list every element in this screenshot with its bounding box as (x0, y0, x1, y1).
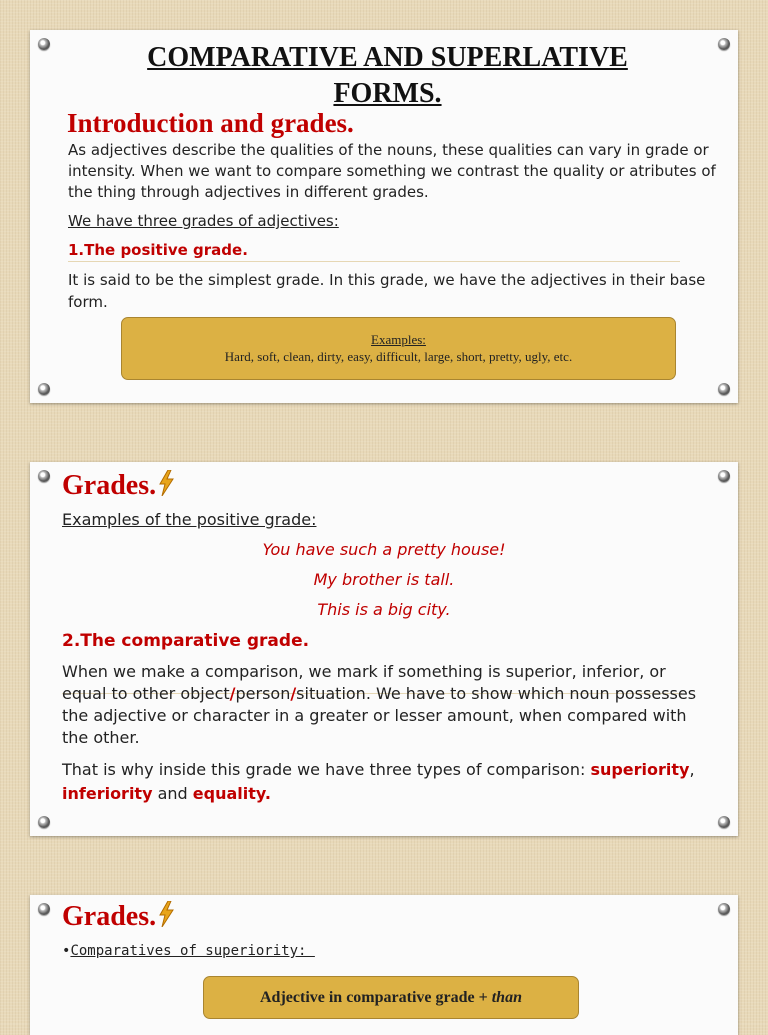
bullet-text: Comparatives of superiority: (70, 943, 315, 959)
pin-icon (38, 903, 50, 915)
lightning-bolt-icon (158, 901, 174, 927)
equality-term: equality. (192, 784, 271, 803)
pin-icon (718, 38, 730, 50)
slide-comparatives-superiority (30, 895, 738, 1035)
pin-icon (718, 383, 730, 395)
slash: / (290, 684, 297, 703)
section-heading (62, 468, 174, 504)
pin-icon (38, 38, 50, 50)
three-grades-label: We have three grades of adjectives: (68, 212, 339, 230)
positive-examples-heading: Examples of the positive grade: (62, 510, 317, 529)
examples-label: Examples: (371, 332, 426, 347)
pin-icon (38, 383, 50, 395)
lightning-bolt-icon (158, 470, 174, 496)
comparison-text: person (235, 684, 291, 703)
bullet-item (62, 941, 315, 961)
section-heading (62, 899, 174, 935)
divider (68, 261, 680, 262)
heading-text: Grades. (62, 901, 157, 932)
intro-paragraph: As adjectives describe the qualities of the nouns, these qualities can vary in grade or intensity. When we want to compare something we contrast the quality or atributes of the thing through adjectives in different grades. (68, 141, 716, 201)
slide-grades-positive-comparative (30, 462, 738, 836)
comparative-grade-heading: 2.The comparative grade. (62, 631, 310, 651)
example-sentence: This is a big city. (317, 600, 451, 619)
heading-text: Grades. (62, 470, 157, 501)
pin-icon (718, 903, 730, 915)
formula-text: Adjective in comparative grade + (260, 989, 492, 1006)
comparison-text: When we make a comparison, we mark if something is superior, inferior, or equal to other object (62, 662, 666, 703)
example-sentence: You have such a pretty house! (262, 540, 506, 559)
and-text: and (152, 784, 193, 803)
formula-box (203, 976, 579, 1019)
comma: , (689, 760, 695, 779)
slash: / (229, 684, 236, 703)
comparison-paragraph (62, 661, 702, 749)
pin-icon (718, 470, 730, 482)
superiority-term: superiority (590, 760, 690, 779)
pin-icon (38, 470, 50, 482)
page-title: COMPARATIVE AND SUPERLATIVE FORMS. (147, 42, 628, 109)
examples-list: Hard, soft, clean, dirty, easy, difficult, large, short, pretty, ugly, etc. (224, 349, 573, 364)
slide-intro (30, 30, 738, 403)
bullet-marker: • (62, 943, 71, 959)
positive-grade-heading: 1.The positive grade. (68, 241, 248, 259)
positive-grade-text: It is said to be the simplest grade. In this grade, we have the adjectives in their base form. (68, 271, 706, 311)
examples-box (121, 317, 676, 380)
pin-icon (718, 816, 730, 828)
section-heading: Introduction and grades. (67, 108, 354, 138)
comparison-text: situation. We have to show which noun possesses the adjective or character in a greater or lesser amount, when compared with the other. (62, 684, 697, 747)
types-lead: That is why inside this grade we have three types of comparison: (62, 760, 591, 779)
comparison-types-paragraph (62, 758, 722, 806)
inferiority-term: inferiority (62, 784, 153, 803)
formula-than: than (491, 989, 522, 1006)
example-sentence: My brother is tall. (313, 570, 455, 589)
pin-icon (38, 816, 50, 828)
